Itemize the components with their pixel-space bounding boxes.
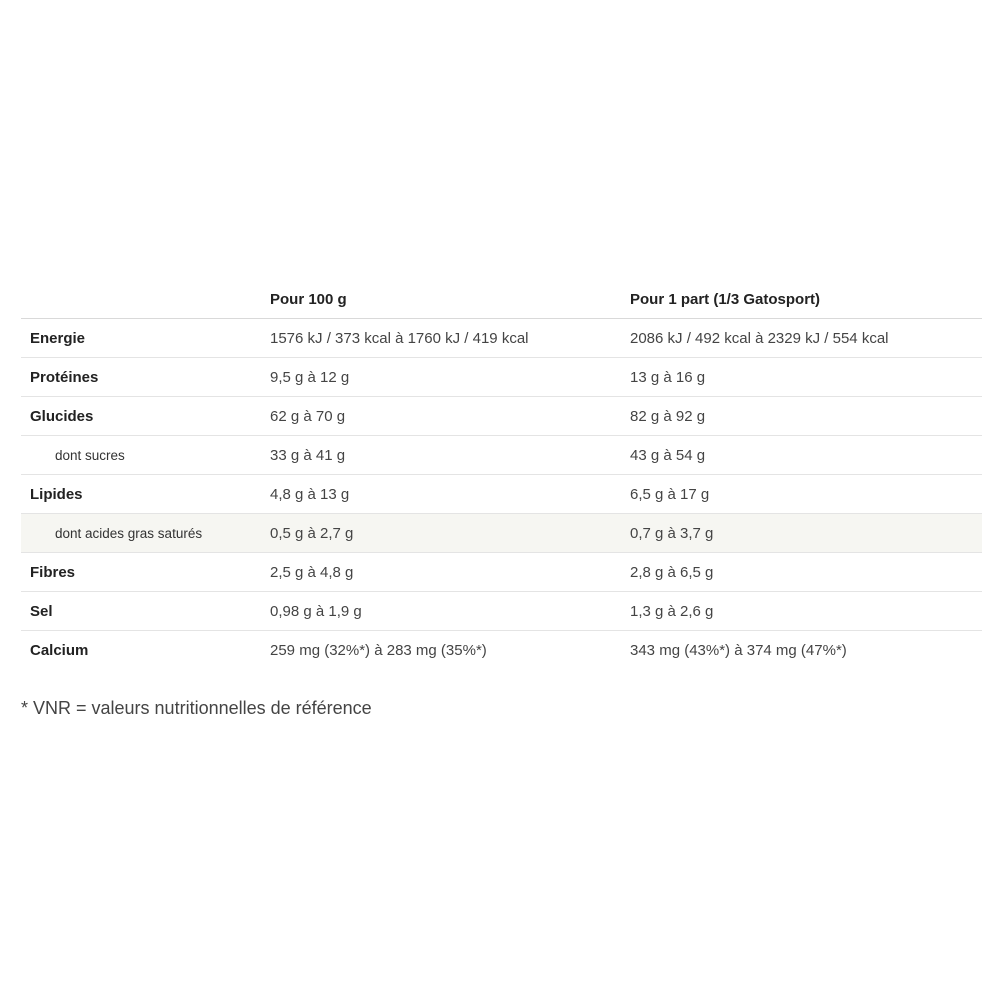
table-row-sub [21,514,982,553]
nutrient-label: Energie [21,319,258,358]
header-per-portion: Pour 1 part (1/3 Gatosport) [618,280,982,319]
table-row [21,319,982,358]
value-per-portion: 13 g à 16 g [618,358,982,397]
value-per-portion: 43 g à 54 g [618,436,982,475]
value-per-portion: 1,3 g à 2,6 g [618,592,982,631]
nutrient-label: Protéines [21,358,258,397]
value-per-portion: 0,7 g à 3,7 g [618,514,982,553]
value-per-portion: 82 g à 92 g [618,397,982,436]
header-nutrient [21,280,258,319]
table-row [21,631,982,670]
table-row [21,475,982,514]
value-per-100g: 62 g à 70 g [258,397,618,436]
nutrient-label: Fibres [21,553,258,592]
value-per-100g: 0,98 g à 1,9 g [258,592,618,631]
value-per-100g: 4,8 g à 13 g [258,475,618,514]
table-row-sub [21,436,982,475]
value-per-portion: 2086 kJ / 492 kcal à 2329 kJ / 554 kcal [618,319,982,358]
value-per-portion: 6,5 g à 17 g [618,475,982,514]
nutrient-label: Lipides [21,475,258,514]
value-per-100g: 259 mg (32%*) à 283 mg (35%*) [270,641,487,659]
table-row [21,592,982,631]
nutrient-label: Calcium [30,641,89,659]
nutrient-label: Sel [21,592,258,631]
value-per-100g: 1576 kJ / 373 kcal à 1760 kJ / 419 kcal [258,319,618,358]
value-per-100g: 33 g à 41 g [258,436,618,475]
table-header [21,280,982,319]
nutrient-sublabel: dont sucres [21,436,258,475]
header-per-100g: Pour 100 g [258,280,618,319]
nutrient-sublabel: dont acides gras saturés [21,514,258,553]
value-per-portion: 2,8 g à 6,5 g [618,553,982,592]
value-per-portion: 343 mg (43%*) à 374 mg (47%*) [630,641,847,659]
nutrition-table-container [21,280,982,669]
value-per-100g: 9,5 g à 12 g [258,358,618,397]
nutrient-label: Glucides [21,397,258,436]
table-row [21,553,982,592]
table-row [21,397,982,436]
nutrition-table [21,280,982,669]
table-row [21,358,982,397]
table-body [21,319,982,670]
value-per-100g: 0,5 g à 2,7 g [258,514,618,553]
header-row [21,280,982,319]
value-per-100g: 2,5 g à 4,8 g [258,553,618,592]
footnote: * VNR = valeurs nutritionnelles de référence [21,698,372,718]
